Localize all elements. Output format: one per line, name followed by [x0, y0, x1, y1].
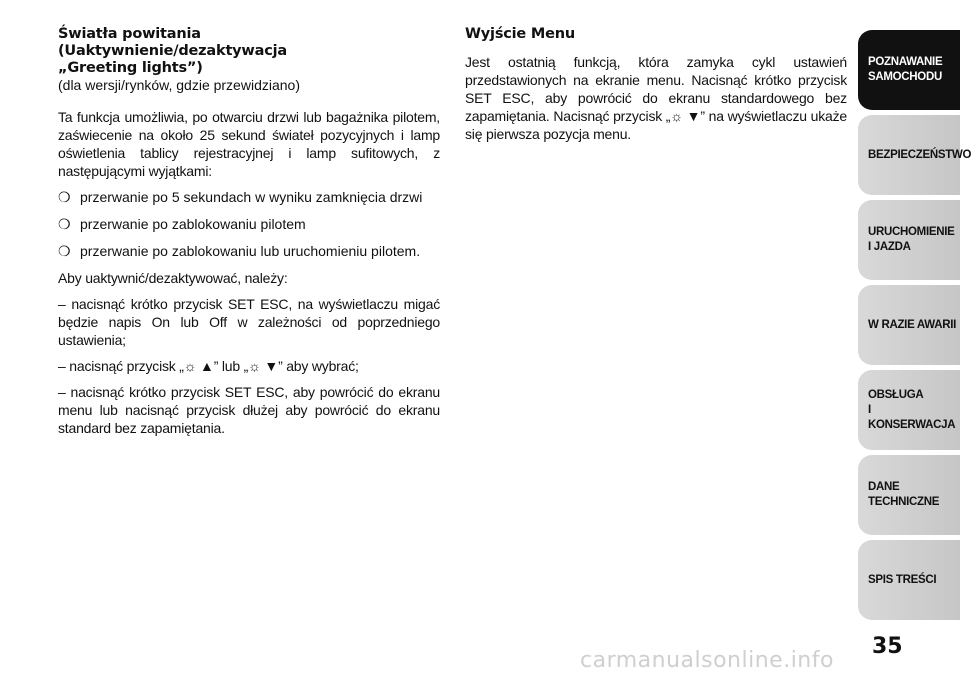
- tab-label: SPIS TREŚCI: [868, 573, 937, 586]
- section-heading-greeting-lights: [58, 26, 440, 77]
- left-column: [58, 26, 440, 445]
- bullet-circle-icon: ❍: [58, 243, 71, 259]
- list-item: [58, 215, 440, 233]
- menu-exit-paragraph: Jest ostatnią funkcją, która zamyka cykl ustawień przedstawionych na ekranie menu. Nacisnąć krótko przycisk SET ESC, aby powrócić do ekranu standardowego bez zapamiętania. Nacisnąć przycisk „☼ ▼” na wyświetlaczu ukaże się pierwsza pozycja menu.: [465, 54, 847, 142]
- step-3-paragraph: – nacisnąć krótko przycisk SET ESC, aby powrócić do ekranu menu lub nacisnąć przycisk dłużej aby powrócić do ekranu standard bez zapamiętania.: [58, 384, 440, 436]
- exceptions-list: [58, 188, 440, 260]
- section-heading-menu-exit: Wyjście Menu: [465, 26, 576, 42]
- tab-spis-tresci[interactable]: [858, 540, 960, 620]
- heading-line-3: „Greeting lights”): [58, 60, 203, 76]
- tab-uruchomienie-i-jazda[interactable]: [858, 200, 960, 280]
- list-item-text: przerwanie po zablokowaniu lub uruchomieniu pilotem.: [80, 243, 421, 259]
- howto-paragraph: Aby uaktywnić/dezaktywować, należy:: [58, 270, 288, 286]
- bullet-circle-icon: ❍: [58, 189, 71, 205]
- tab-label: DANE TECHNICZNE: [868, 481, 940, 508]
- tab-poznawanie-samochodu[interactable]: [858, 30, 960, 110]
- list-item: [58, 188, 440, 206]
- tab-bezpieczenstwo[interactable]: [858, 115, 971, 195]
- tab-obsluga-i-konserwacja[interactable]: [858, 370, 960, 450]
- intro-paragraph: Ta funkcja umożliwia, po otwarciu drzwi lub bagażnika pilotem, zaświecenie na około 25 sekund świateł pozycyjnych i lamp oświetlenia tablicy rejestracyjnej i lamp sufitowych, z następującymi wyjątkami:: [58, 109, 440, 179]
- tab-label: URUCHOMIENIE I JAZDA: [868, 226, 955, 253]
- step-2-paragraph: – nacisnąć przycisk „☼ ▲” lub „☼ ▼” aby wybrać;: [58, 358, 359, 374]
- heading-line-1: Światła powitania: [58, 26, 201, 42]
- section-subhead: (dla wersji/rynków, gdzie przewidziano): [58, 77, 300, 93]
- tab-w-razie-awarii[interactable]: [858, 285, 960, 365]
- watermark: carmanualsonline.info: [580, 648, 834, 673]
- heading-line-2: (Uaktywnienie/dezaktywacja: [58, 43, 287, 59]
- bullet-circle-icon: ❍: [58, 216, 71, 232]
- page-number: 35: [872, 634, 903, 659]
- right-column: [465, 26, 847, 151]
- tab-label: BEZPIECZEŃSTWO: [868, 148, 971, 161]
- tab-label: POZNAWANIE SAMOCHODU: [868, 56, 943, 83]
- list-item: [58, 242, 440, 260]
- list-item-text: przerwanie po 5 sekundach w wyniku zamknięcia drzwi: [80, 189, 423, 205]
- tab-label: W RAZIE AWARII: [868, 318, 957, 331]
- tab-dane-techniczne[interactable]: [858, 455, 960, 535]
- tab-label: OBSŁUGA I KONSERWACJA: [868, 388, 956, 431]
- step-1-paragraph: – nacisnąć krótko przycisk SET ESC, na wyświetlaczu migać będzie napis On lub Off w zależności od poprzedniego ustawienia;: [58, 296, 440, 348]
- list-item-text: przerwanie po zablokowaniu pilotem: [80, 216, 306, 232]
